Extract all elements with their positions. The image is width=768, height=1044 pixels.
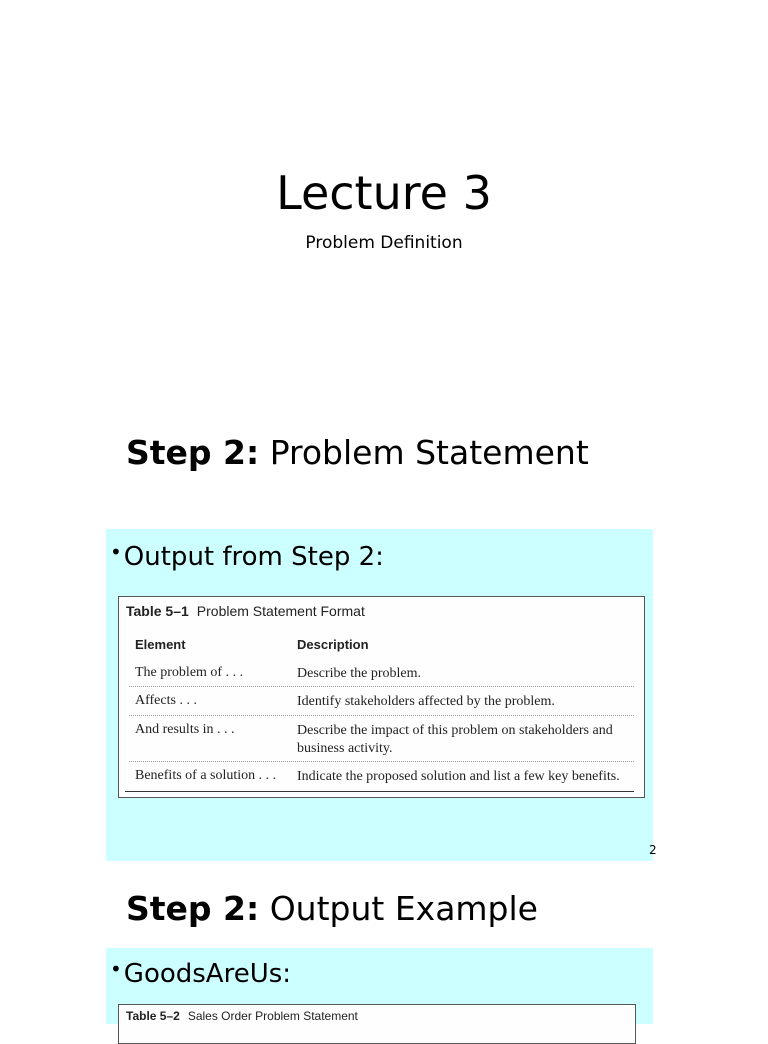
description-cell: Describe the impact of this problem on stakeholders and business activity. bbox=[297, 723, 613, 756]
table-label: Table 5–1 bbox=[126, 603, 189, 619]
slide-heading-output-example bbox=[126, 889, 538, 929]
table-bottom-rule bbox=[125, 791, 634, 792]
page-number: 2 bbox=[649, 843, 657, 857]
row-divider bbox=[129, 686, 634, 687]
table-caption-text: Problem Statement Format bbox=[196, 603, 365, 619]
heading-rest-part: Output Example bbox=[259, 889, 538, 928]
column-header-element: Element bbox=[135, 637, 186, 652]
description-cell: Identify stakeholders affected by the problem. bbox=[297, 694, 555, 709]
column-header-description: Description bbox=[297, 637, 369, 652]
table-caption bbox=[126, 603, 365, 619]
element-cell: The problem of . . . bbox=[135, 665, 244, 680]
lecture-title: Lecture 3 bbox=[276, 166, 492, 220]
sales-order-problem-statement-table bbox=[118, 1004, 636, 1044]
bullet-icon: • bbox=[110, 540, 122, 564]
bullet-goodsareus bbox=[110, 953, 291, 990]
table-caption-text: Sales Order Problem Statement bbox=[187, 1009, 358, 1023]
row-divider bbox=[129, 715, 634, 716]
heading-bold-part: Step 2: bbox=[126, 433, 260, 472]
description-cell: Describe the problem. bbox=[297, 666, 422, 681]
slide-heading-problem-statement bbox=[126, 433, 589, 473]
problem-statement-format-table bbox=[118, 596, 645, 798]
description-cell: Indicate the proposed solution and list a few key benefits. bbox=[297, 769, 620, 784]
bullet-output-from-step2 bbox=[110, 536, 384, 573]
table-label: Table 5–2 bbox=[126, 1009, 180, 1023]
element-cell: Affects . . . bbox=[135, 693, 197, 708]
heading-bold-part: Step 2: bbox=[126, 889, 260, 928]
lecture-subtitle: Problem Definition bbox=[305, 233, 463, 253]
row-divider bbox=[129, 761, 634, 762]
element-cell: Benefits of a solution . . . bbox=[135, 768, 277, 783]
element-cell: And results in . . . bbox=[135, 722, 235, 737]
bullet-text: Output from Step 2: bbox=[123, 542, 384, 572]
bullet-text: GoodsAreUs: bbox=[123, 959, 292, 989]
bullet-icon: • bbox=[110, 957, 122, 981]
heading-rest-part: Problem Statement bbox=[259, 433, 589, 472]
table-caption bbox=[126, 1009, 358, 1023]
